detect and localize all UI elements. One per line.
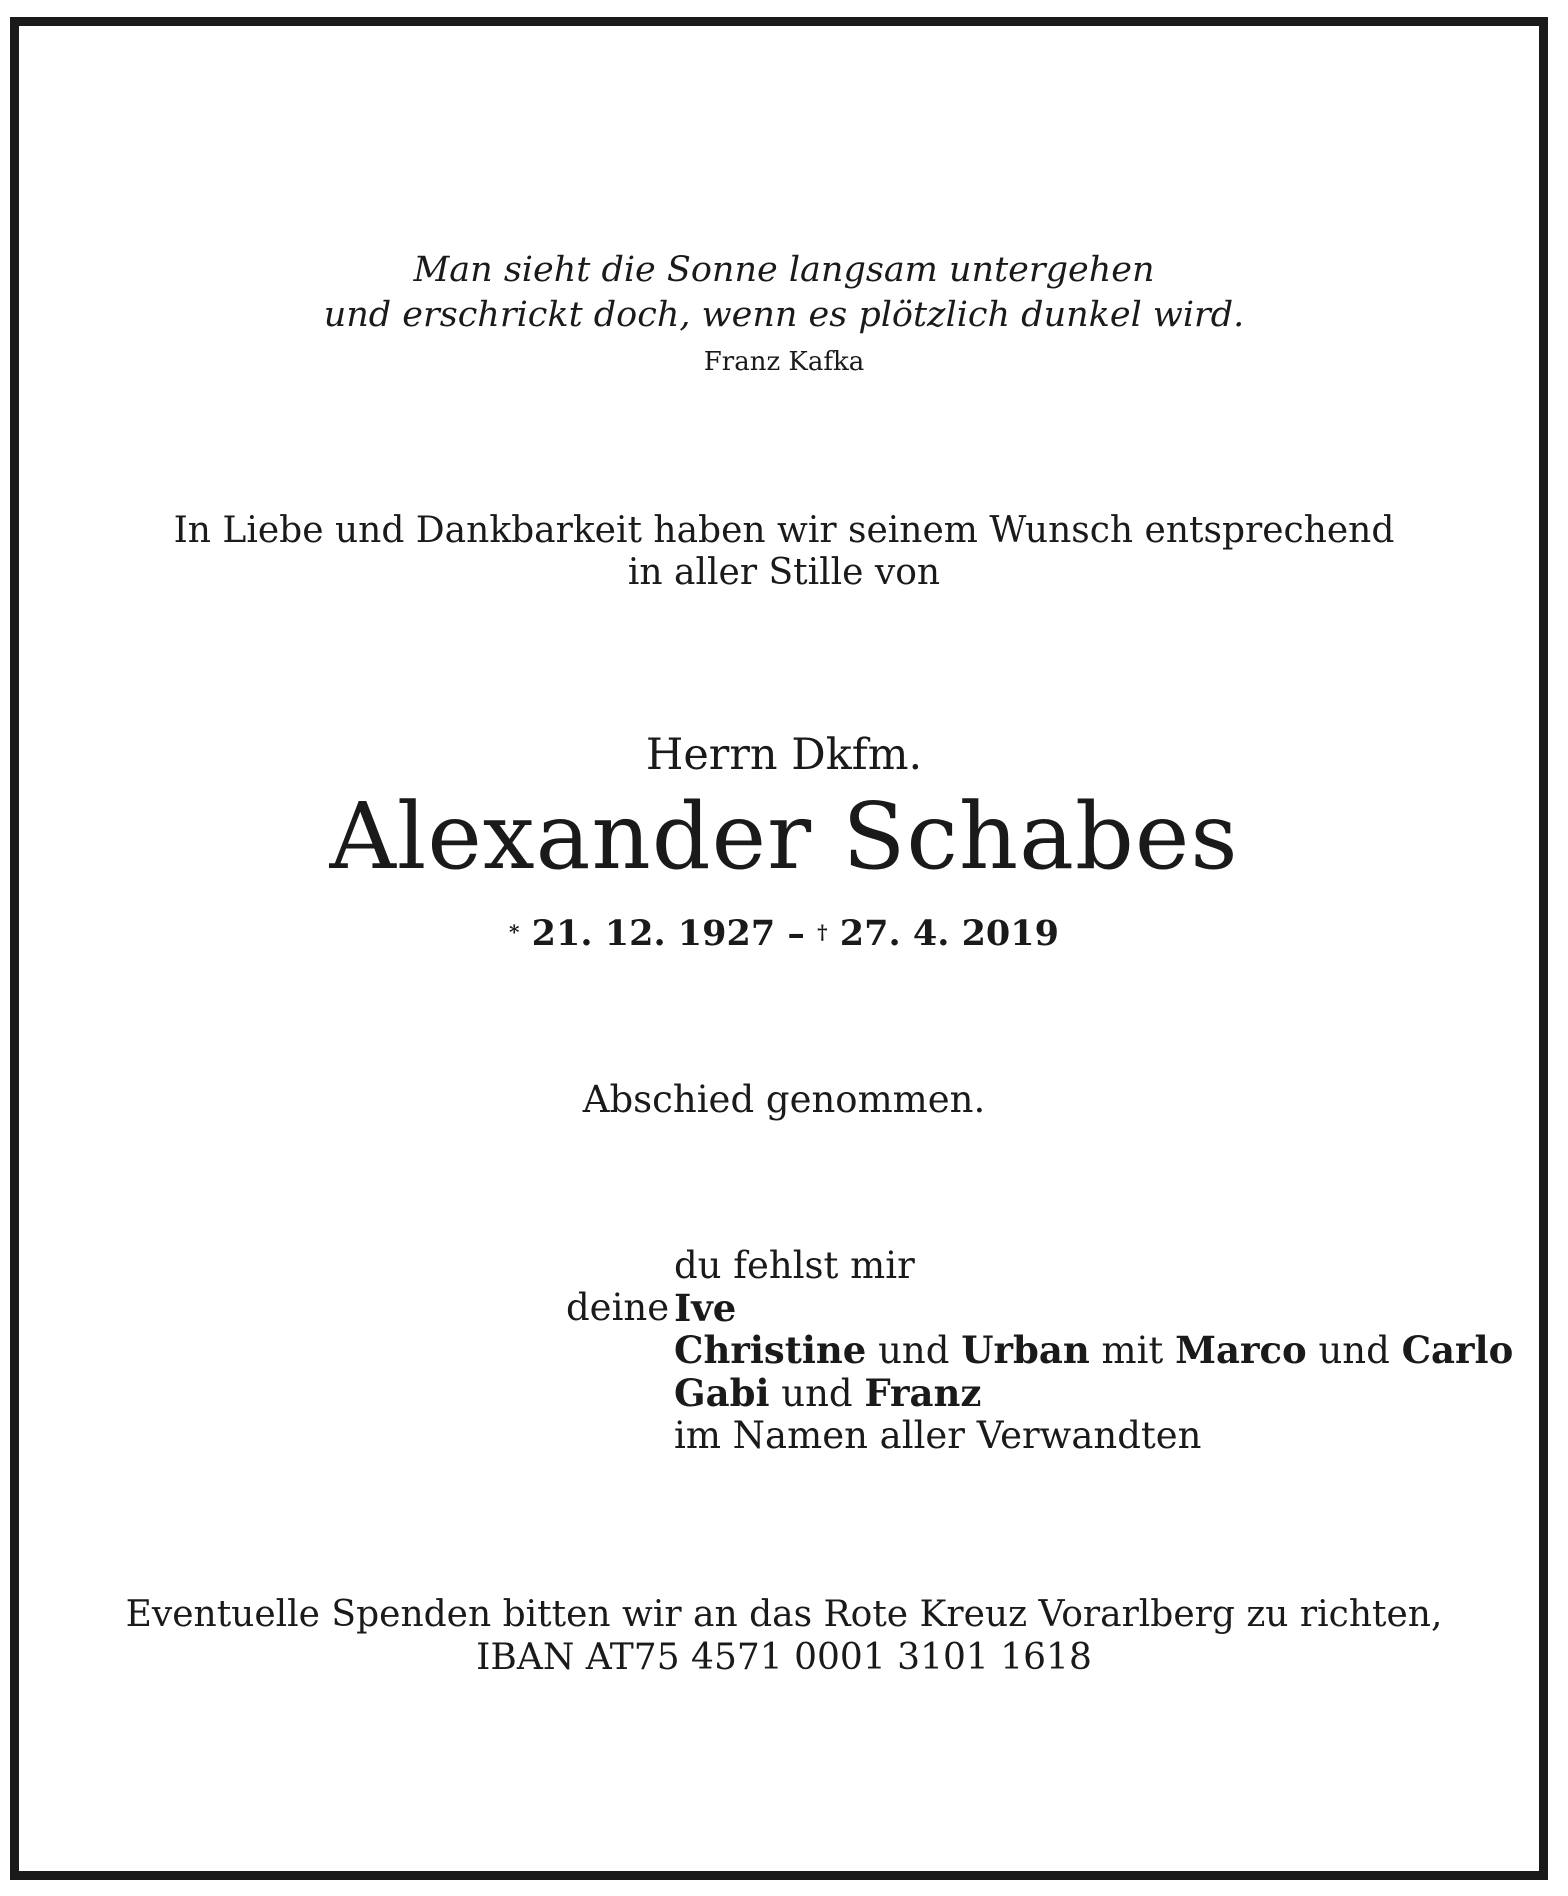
- signature-du-fehlst-mir: du fehlst mir: [674, 1244, 915, 1287]
- signature-prefix: deine: [566, 1286, 670, 1329]
- life-dates: [0, 912, 1568, 956]
- signature-name-carlo: Carlo: [1401, 1328, 1514, 1372]
- signature-row: [566, 1287, 1513, 1329]
- death-symbol: †: [817, 920, 828, 944]
- signature-name-gabi: Gabi: [674, 1371, 770, 1415]
- signature-row: [566, 1372, 1513, 1415]
- signature-name-franz: Franz: [864, 1371, 982, 1415]
- quote-line-1: Man sieht die Sonne langsam untergehen: [413, 250, 1155, 290]
- signature-name-marco: Marco: [1175, 1328, 1307, 1372]
- signature-conjunction: und: [781, 1372, 853, 1415]
- signature-row: [566, 1329, 1513, 1372]
- intro-line-2: in aller Stille von: [627, 552, 941, 593]
- deceased-title: Herrn Dkfm.: [645, 730, 923, 780]
- signature-name-urban: Urban: [961, 1328, 1090, 1372]
- donation-line-1: Eventuelle Spenden bitten wir an das Rote Kreuz Vorarlberg zu richten,: [125, 1594, 1443, 1635]
- signature-conjunction: mit: [1101, 1329, 1164, 1372]
- intro-text: [0, 510, 1568, 594]
- death-date: 27. 4. 2019: [839, 913, 1059, 954]
- signature-family-line: [566, 1329, 1513, 1372]
- donation-iban: IBAN AT75 4571 0001 3101 1618: [476, 1637, 1092, 1678]
- signature-row: [566, 1245, 1513, 1287]
- birth-symbol: *: [509, 920, 520, 944]
- quote-author: Franz Kafka: [703, 347, 865, 377]
- signatures-block: [566, 1245, 1513, 1457]
- signature-row: [566, 1415, 1513, 1457]
- signature-conjunction: und: [878, 1329, 950, 1372]
- signature-relatives: im Namen aller Verwandten: [674, 1414, 1202, 1457]
- intro-line-1: In Liebe und Dankbarkeit haben wir seinem Wunsch entsprechend: [173, 510, 1395, 551]
- signature-conjunction: und: [1318, 1329, 1390, 1372]
- signature-gabi-line: [566, 1372, 981, 1415]
- farewell-text: Abschied genommen.: [582, 1078, 986, 1121]
- donation-note: [0, 1593, 1568, 1679]
- signature-name-christine: Christine: [674, 1328, 867, 1372]
- date-dash: –: [787, 913, 805, 954]
- quote-line-2: und erschrickt doch, wenn es plötzlich dunkel wird.: [323, 295, 1245, 335]
- deceased-name: Alexander Schabes: [329, 783, 1239, 890]
- kafka-quote: [0, 248, 1568, 338]
- signature-name-ive: Ive: [674, 1286, 737, 1330]
- birth-date: 21. 12. 1927: [531, 913, 776, 954]
